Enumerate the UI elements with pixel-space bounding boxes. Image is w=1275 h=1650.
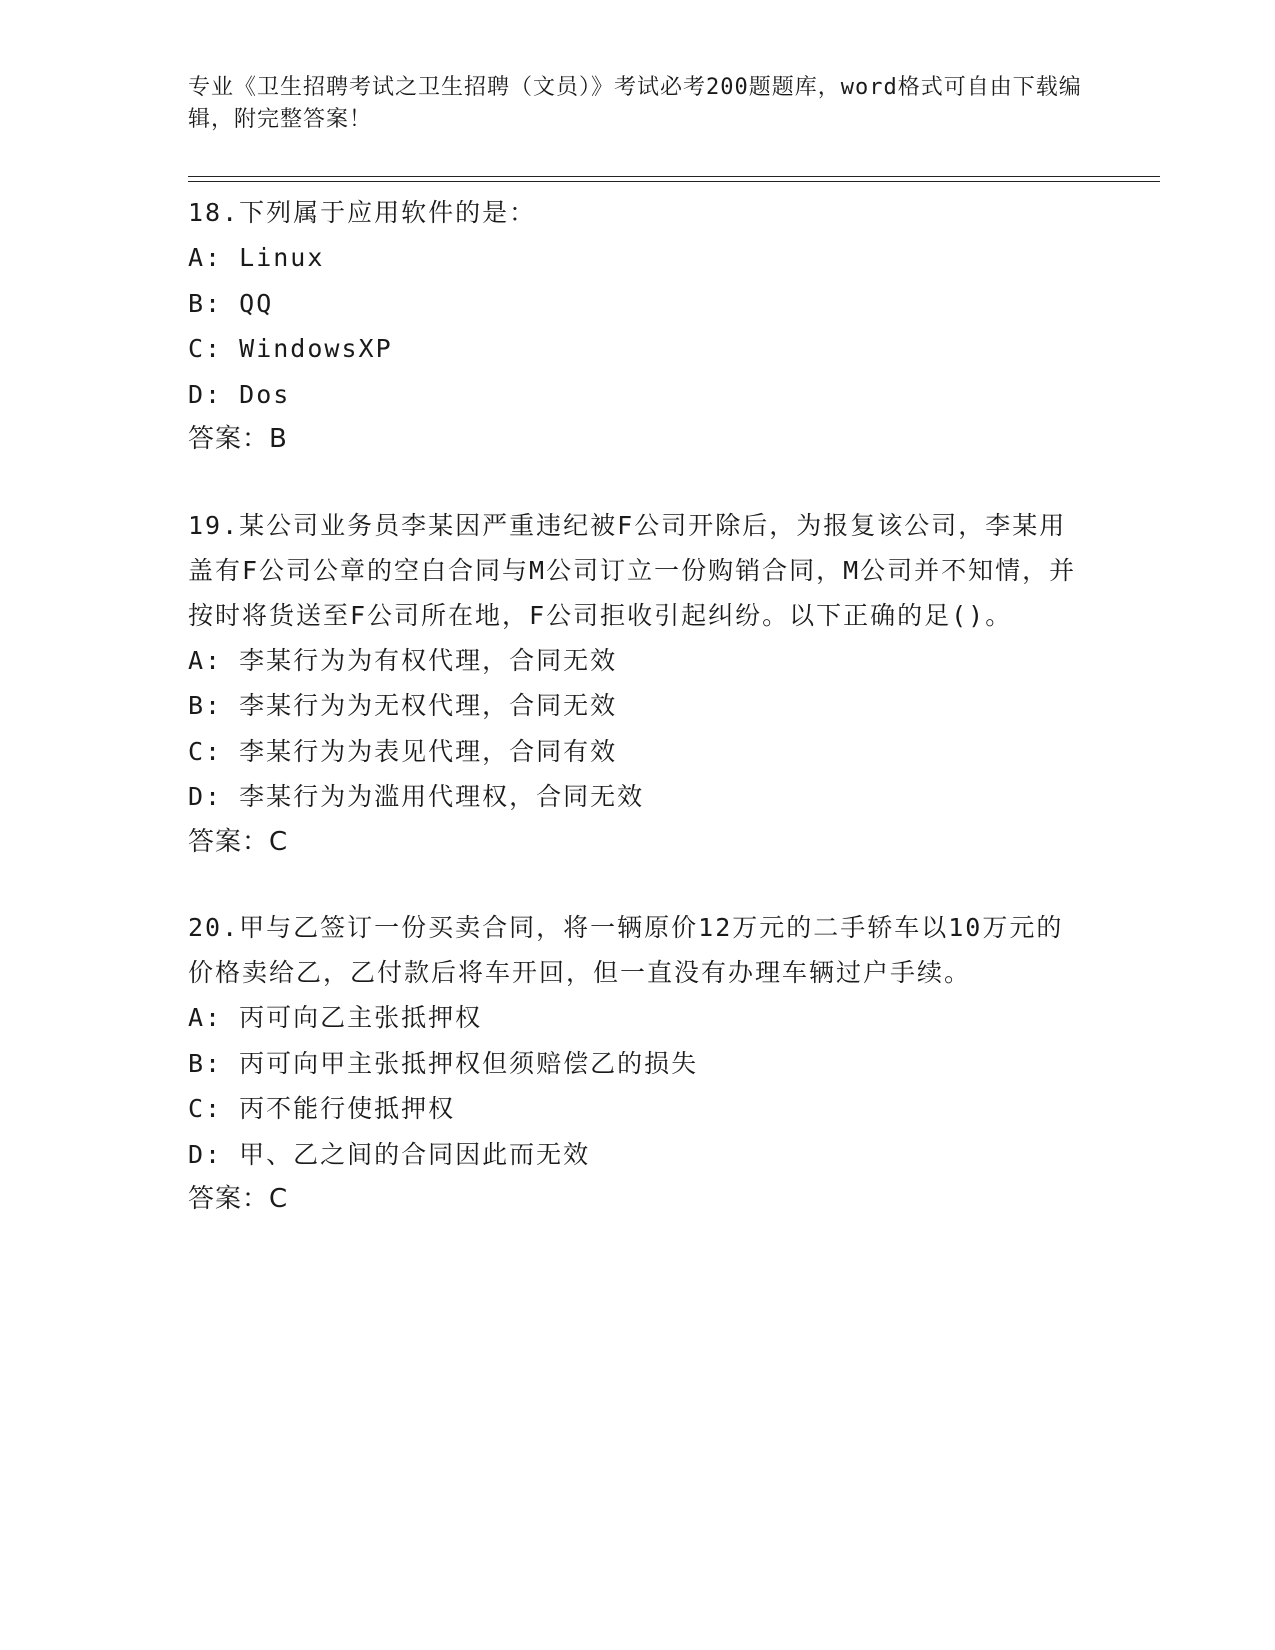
option-a: A: 李某行为为有权代理，合同无效: [188, 645, 618, 675]
option-a: A: Linux: [188, 243, 325, 272]
answer: 答案：B: [188, 424, 288, 454]
question-list: [188, 190, 1088, 1263]
option-d: D: 甲、乙之间的合同因此而无效: [188, 1139, 591, 1169]
option-c: C: WindowsXP: [188, 334, 393, 363]
question-18: [188, 190, 1088, 463]
option-d: D: Dos: [188, 379, 291, 409]
option-c: C: 丙不能行使抵押权: [188, 1094, 456, 1123]
answer: 答案：C: [188, 826, 289, 857]
document-header: 专业《卫生招聘考试之卫生招聘（文员）》考试必考200题题库，word格式可自由下载编辑，附完整答案！: [188, 75, 1082, 132]
question-text: 20.甲与乙签订一份买卖合同，将一辆原价12万元的二手轿车以10万元的价格卖给乙，乙付款后将车开回，但一直没有办理车辆过户手续。: [188, 913, 1064, 987]
answer: 答案：C: [188, 1184, 289, 1214]
option-b: B: 丙可向甲主张抵押权但须赔偿乙的损失: [188, 1048, 699, 1078]
question-text: 19.某公司业务员李某因严重违纪被F公司开除后，为报复该公司，李某用盖有F公司公章的空白合同与M公司订立一份购销合同，M公司并不知情，并按时将货送至F公司所在地，F公司拒收引起纠纷。以下正确的足()。: [188, 510, 1077, 630]
option-d: D: 李某行为为滥用代理权，合同无效: [188, 782, 645, 811]
question-20: [188, 905, 1088, 1223]
option-b: B: 李某行为为无权代理，合同无效: [188, 691, 618, 720]
question-19: [188, 503, 1088, 866]
header-divider-bottom: [188, 181, 1160, 182]
header-divider-top: [188, 176, 1160, 177]
option-b: B: QQ: [188, 288, 274, 318]
option-c: C: 李某行为为表见代理，合同有效: [188, 736, 618, 766]
option-a: A: 丙可向乙主张抵押权: [188, 1003, 483, 1032]
question-text: 18.下列属于应用软件的是：: [188, 198, 537, 227]
